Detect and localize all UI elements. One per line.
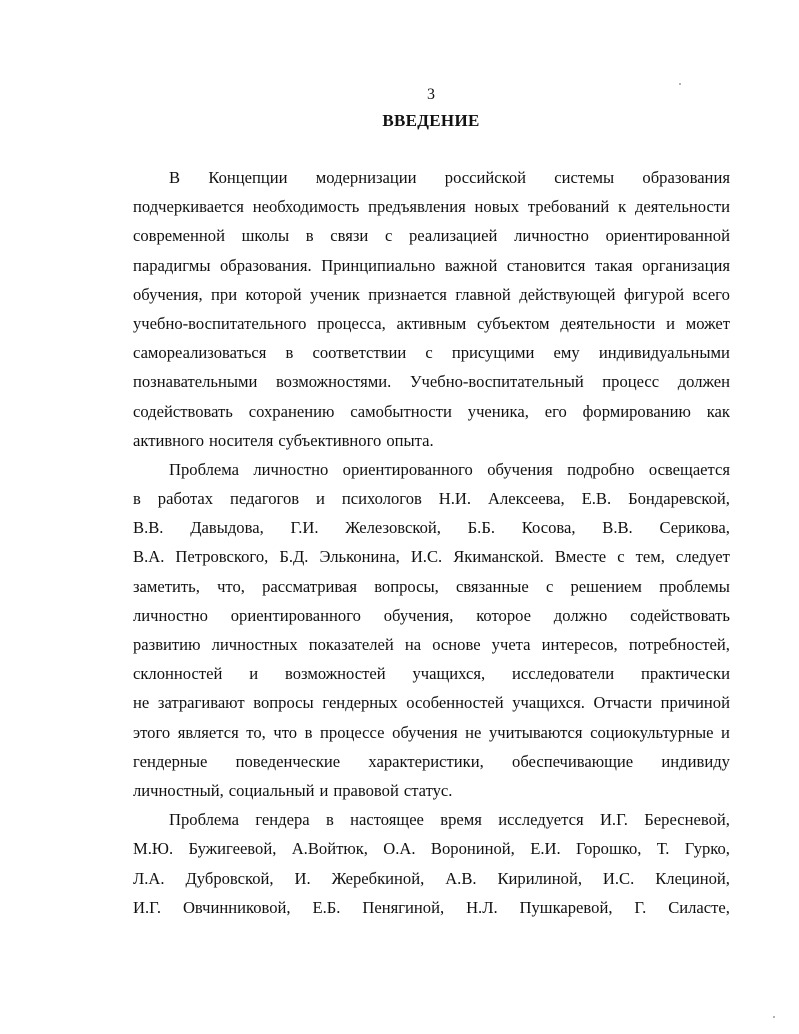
word: Бересневой, (644, 810, 730, 830)
text-line (133, 455, 730, 484)
word: время (440, 810, 482, 830)
word: на (404, 635, 422, 654)
word: Железовской, (345, 518, 441, 538)
word: связанные (455, 576, 529, 596)
word: активным (396, 313, 467, 333)
word: обучения, (133, 284, 203, 304)
word: работах (157, 489, 214, 509)
word: Пенягиной, (362, 897, 445, 917)
word: исследуется (498, 810, 584, 830)
word: и (316, 489, 325, 509)
word: учащихся. (512, 693, 585, 713)
text-line (133, 776, 730, 805)
text-line (133, 397, 730, 426)
word: образования. (220, 255, 312, 275)
word: связи (330, 226, 369, 246)
word: может (685, 313, 730, 333)
word: субъектом (477, 313, 550, 333)
word: активного (133, 430, 205, 450)
word: содействовать (133, 401, 233, 421)
word: Е.И. (530, 839, 561, 859)
word: Гурко, (684, 839, 730, 859)
word: должно (553, 605, 608, 625)
text-line (133, 864, 730, 893)
text-line (133, 163, 730, 192)
word: предъявления (368, 197, 466, 217)
word: которой (245, 284, 302, 304)
word: обучения, (383, 605, 454, 625)
word: ориентированного (230, 605, 361, 625)
word: Г. (634, 897, 647, 917)
word: правовой (333, 780, 399, 800)
word: и (666, 313, 675, 333)
word: В.В. (602, 518, 633, 538)
word: должен (677, 372, 730, 392)
word: является (177, 722, 239, 742)
word: О.А. (383, 839, 416, 859)
word: Н.И. (438, 489, 472, 509)
word: освещается (648, 459, 730, 479)
word: в (133, 489, 141, 509)
word: Т. (656, 839, 670, 859)
text-line (133, 542, 730, 571)
word: Жеребкиной, (331, 868, 425, 888)
word: познавательными (133, 372, 258, 392)
word: М.Ю. (133, 839, 174, 859)
word: Ворониной, (430, 839, 515, 859)
word: развитию (133, 635, 201, 654)
word: тем, (635, 547, 665, 567)
word: школы (241, 226, 290, 246)
word: И.Г. (599, 810, 628, 830)
text-line (133, 192, 730, 221)
word: Проблема (169, 810, 240, 830)
text-line (133, 280, 730, 309)
word: важной (444, 255, 498, 275)
word: Серикова, (659, 518, 730, 538)
word: вопросы (253, 693, 314, 713)
word: следует (675, 547, 730, 567)
text-line (133, 630, 730, 659)
word: психологов (341, 489, 422, 509)
word: организация (642, 255, 730, 275)
text-line (133, 834, 730, 863)
word: процесс (602, 372, 660, 392)
word: затрагивают (157, 693, 245, 713)
word: Клециной, (655, 868, 730, 888)
word: субъективного (278, 430, 382, 450)
word: обучения (392, 722, 458, 742)
word: процессе (320, 722, 385, 742)
word: возможностями. (275, 372, 392, 392)
word: потребностей, (628, 635, 730, 654)
word: Бондаревской, (628, 489, 730, 509)
word: как (706, 401, 730, 421)
word: учитываются (488, 722, 583, 742)
word: которое (476, 605, 531, 625)
word: Принципиально (321, 255, 436, 275)
word: при (211, 284, 238, 304)
word: ориентированной (605, 226, 730, 246)
word: практически (641, 664, 730, 684)
word: индивидуальными (598, 343, 730, 363)
word: к (618, 197, 627, 217)
text-line (133, 805, 730, 834)
word: носителя (209, 430, 274, 450)
page-heading: ВВЕДЕНИЕ (382, 111, 480, 130)
word: такая (594, 255, 633, 275)
word: характеристики, (368, 751, 484, 771)
word: системы (554, 168, 615, 187)
word: Бужигеевой, (188, 839, 277, 859)
word: причиной (660, 693, 730, 713)
word: образования (642, 168, 730, 187)
word: статус. (403, 780, 453, 800)
word: заметить, (133, 576, 200, 596)
word: И.С. (410, 547, 443, 567)
text-line (133, 718, 730, 747)
word: фигурой (623, 284, 685, 304)
word: ученик (310, 284, 360, 304)
word: и (319, 780, 329, 800)
word: гендерные (133, 751, 208, 771)
word: ученика, (467, 401, 529, 421)
word: личностно (253, 459, 329, 479)
word: не (465, 722, 482, 742)
text-line (133, 572, 730, 601)
word: с (425, 343, 433, 363)
page-number: 3 (427, 86, 435, 103)
word: индивиду (661, 751, 730, 771)
word: парадигмы (133, 255, 211, 275)
word: Б.Б. (467, 518, 495, 538)
word: становится (506, 255, 586, 275)
word: исследователи (512, 664, 615, 684)
word: в (305, 226, 314, 246)
word: обеспечивающие (512, 751, 634, 771)
word: Е.В. (581, 489, 612, 509)
word: основе (432, 635, 481, 654)
word: В.В. (133, 518, 164, 538)
word: В (169, 168, 181, 187)
word: И.Г. (133, 897, 162, 917)
word: сохранению (248, 401, 335, 421)
word: признается (368, 284, 447, 304)
word: с (617, 547, 625, 567)
text-line (133, 338, 730, 367)
text-line (133, 367, 730, 396)
word: Пушкаревой, (519, 897, 613, 917)
word: требований (527, 197, 610, 217)
word: Петровского, (175, 547, 269, 567)
word: с (545, 576, 554, 596)
word: Силасте, (668, 897, 730, 917)
word: И.С. (602, 868, 635, 888)
text-line (133, 251, 730, 280)
word: педагогов (230, 489, 300, 509)
word: ему (553, 343, 580, 363)
word: Г.И. (290, 518, 319, 538)
word: и (721, 722, 730, 742)
word: учета (491, 635, 531, 654)
text-line (133, 601, 730, 630)
body-text (133, 163, 730, 922)
word: Эльконина, (319, 547, 400, 567)
word: Б.Д. (279, 547, 309, 567)
word: самореализоваться (133, 343, 267, 363)
word: главной (455, 284, 511, 304)
word: И. (294, 868, 311, 888)
word: социокультурные (590, 722, 714, 742)
word: самобытности (350, 401, 452, 421)
word: Учебно-воспитательный (409, 372, 584, 392)
word: показателей (308, 635, 394, 654)
word: опыта. (386, 430, 434, 450)
text-line (133, 484, 730, 513)
word: модернизации (315, 168, 417, 187)
word: его (544, 401, 567, 421)
word: соответствии (312, 343, 407, 363)
word: Овчинниковой, (182, 897, 291, 917)
text-line (133, 747, 730, 776)
word: Е.Б. (312, 897, 341, 917)
word: А.Войтюк, (291, 839, 368, 859)
word: вопросы, (374, 576, 439, 596)
word: обучения (487, 459, 553, 479)
word: социальный (228, 780, 315, 800)
word: Отчасти (593, 693, 652, 713)
paragraph (133, 163, 730, 455)
word: необходимость (252, 197, 360, 217)
word: то, (246, 722, 266, 742)
word: поведенческие (235, 751, 341, 771)
word: настоящее (350, 810, 424, 830)
word: российской (444, 168, 527, 187)
word: в (325, 810, 334, 830)
word: действующей (519, 284, 616, 304)
word: ориентированного (342, 459, 473, 479)
word: возможностей (284, 664, 386, 684)
word: гендерных (322, 693, 398, 713)
scan-speck (773, 1016, 775, 1018)
word: учащихся, (412, 664, 486, 684)
word: рассматривая (262, 576, 358, 596)
word: Давыдова, (190, 518, 264, 538)
word: деятельности (560, 313, 656, 333)
word: этого (133, 722, 171, 742)
scan-speck (679, 83, 681, 85)
word: в (285, 343, 294, 363)
paragraph (133, 805, 730, 922)
word: проблемы (659, 576, 730, 596)
word: что, (217, 576, 245, 596)
word: личностно (514, 226, 589, 246)
word: что (273, 722, 298, 742)
word: реализацией (408, 226, 498, 246)
word: особенностей (406, 693, 504, 713)
word: В.А. (133, 547, 165, 567)
word: Якиманской. (453, 547, 544, 567)
word: склонностей (133, 664, 223, 684)
word: Кирилиной, (497, 868, 582, 888)
text-line (133, 426, 730, 455)
word: Л.А. (133, 868, 165, 888)
word: личностно (133, 605, 208, 625)
word: не (133, 693, 150, 713)
text-line (133, 893, 730, 922)
word: Концепции (208, 168, 288, 187)
text-line (133, 221, 730, 250)
word: личностный, (133, 780, 224, 800)
word: процесса, (317, 313, 386, 333)
word: Алексеева, (487, 489, 565, 509)
word: А.В. (445, 868, 477, 888)
word: интересов, (541, 635, 618, 654)
text-line (133, 513, 730, 542)
word: в (304, 722, 313, 742)
word: Горошко, (575, 839, 642, 859)
word: Н.Л. (466, 897, 498, 917)
word: Дубровской, (185, 868, 274, 888)
word: личностных (211, 635, 298, 654)
word: решением (570, 576, 642, 596)
word: всего (692, 284, 730, 304)
text-line (133, 688, 730, 717)
text-line (133, 659, 730, 688)
word: подчеркивается (133, 197, 244, 217)
word: содействовать (630, 605, 730, 625)
word: новых (474, 197, 519, 217)
word: и (249, 664, 259, 684)
word: деятельности (634, 197, 730, 217)
word: учебно-воспитательного (133, 313, 307, 333)
word: Косова, (521, 518, 576, 538)
word: с (384, 226, 393, 246)
text-line (133, 309, 730, 338)
word: гендера (255, 810, 310, 830)
word: Проблема (169, 459, 240, 479)
word: Вместе (554, 547, 607, 567)
word: подробно (567, 459, 635, 479)
word: современной (133, 226, 225, 246)
paragraph (133, 455, 730, 805)
word: присущими (451, 343, 535, 363)
word: формированию (582, 401, 691, 421)
